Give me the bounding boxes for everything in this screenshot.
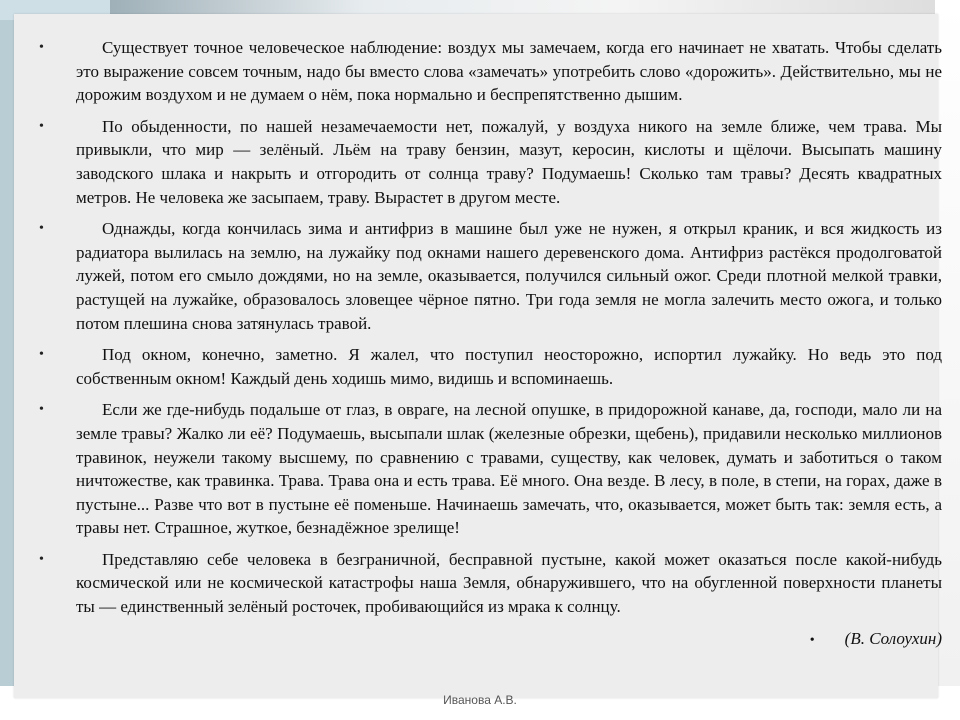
paragraph-text: Существует точное человеческое наблюдение: воздух мы замечаем, когда его начинает не хватать. Чтобы сделать это выражение совсем точным, надо бы вместо слова «замечать» употребить слово «дорожить». Действительно, мы не дорожим воздухом и не думаем о нём, пока нормально и беспрепятственно дышим. (76, 38, 942, 105)
author-signature (36, 629, 942, 649)
paragraph-1 (36, 36, 942, 107)
bullet-icon: • (39, 347, 44, 363)
bullet-icon: • (39, 40, 44, 55)
paragraph-text: Однажды, когда кончилась зима и антифриз в машине был уже не нужен, я открыл краник, и вся жидкость из радиатора вылилась на землю, на лужайку под окнами нашего деревенского дома. Антифриз растёкся продолговатой лужей, потом его смыло дождями, но на земле, оказывается, получился сильный ожог. Среди плотной мелкой травки, растущей на лужайке, образовалось зловещее чёрное пятно. Три года земля не могла залечить место ожога, и только потом плешина снова затянулась травой. (76, 219, 942, 333)
paragraph-3 (36, 217, 942, 335)
bullet-icon: • (39, 221, 44, 237)
paragraph-5 (36, 398, 942, 540)
paragraph-text: Представляю себе человека в безграничной, бесправной пустыне, какой может оказаться после какой-нибудь космической или не космической катастрофы наша Земля, обнаружившего, что на обугленной поверхности планеты ты — единственный зелёный росточек, пробивающийся из мрака к солнцу. (76, 549, 942, 617)
paragraph-2 (36, 115, 942, 209)
slide-text-panel (14, 14, 942, 698)
paragraph-text: Под окном, конечно, заметно. Я жалел, что поступил неосторожно, испортил лужайку. Но ведь это под собственным окном! Каждый день ходишь мимо, видишь и вспоминаешь. (76, 345, 942, 388)
bullet-icon: • (809, 632, 815, 648)
paragraph-4 (36, 343, 942, 390)
paragraph-text: Если же где-нибудь подальше от глаз, в овраге, на лесной опушке, в придорожной канаве, да, господи, мало ли на земле травы? Жалко ли её? Подумаешь, высыпали шлак (железные обрезки, щебень), придавили несколько миллионов травинок, неужели такому высшему, по сравнению с травами, существу, как человек, думать и заботиться о таком ничтожестве, как травинка. Трава. Трава она и есть трава. Её много. Она везде. В лесу, в поле, в степи, на горах, даже в пустыне... Разве что вот в пустыне её поменьше. Начинаешь замечать, что, оказывается, может быть так: земля есть, а травы нет. Страшное, жуткое, безнадёжное зрелище! (76, 400, 942, 538)
paragraph-text: По обыденности, по нашей незамечаемости нет, пожалуй, у воздуха никого на земле ближе, чем трава. Мы привыкли, что мир — зелёный. Льём на траву бензин, мазут, керосин, кислоты и щёлочи. Высыпать машину заводского шлака и накрыть и отгородить от солнца траву? Подумаешь! Сколько там травы? Десять квадратных метров. Не человека же засыпаем, траву. Вырастет в другом месте. (76, 116, 942, 207)
text-content (36, 36, 942, 649)
paragraph-6 (36, 548, 942, 619)
author-name: (В. Солоухин) (844, 628, 942, 648)
footer-author: Иванова А.В. (443, 693, 517, 707)
bullet-icon: • (39, 551, 44, 567)
bullet-icon: • (39, 402, 44, 418)
bullet-icon: • (39, 118, 44, 134)
